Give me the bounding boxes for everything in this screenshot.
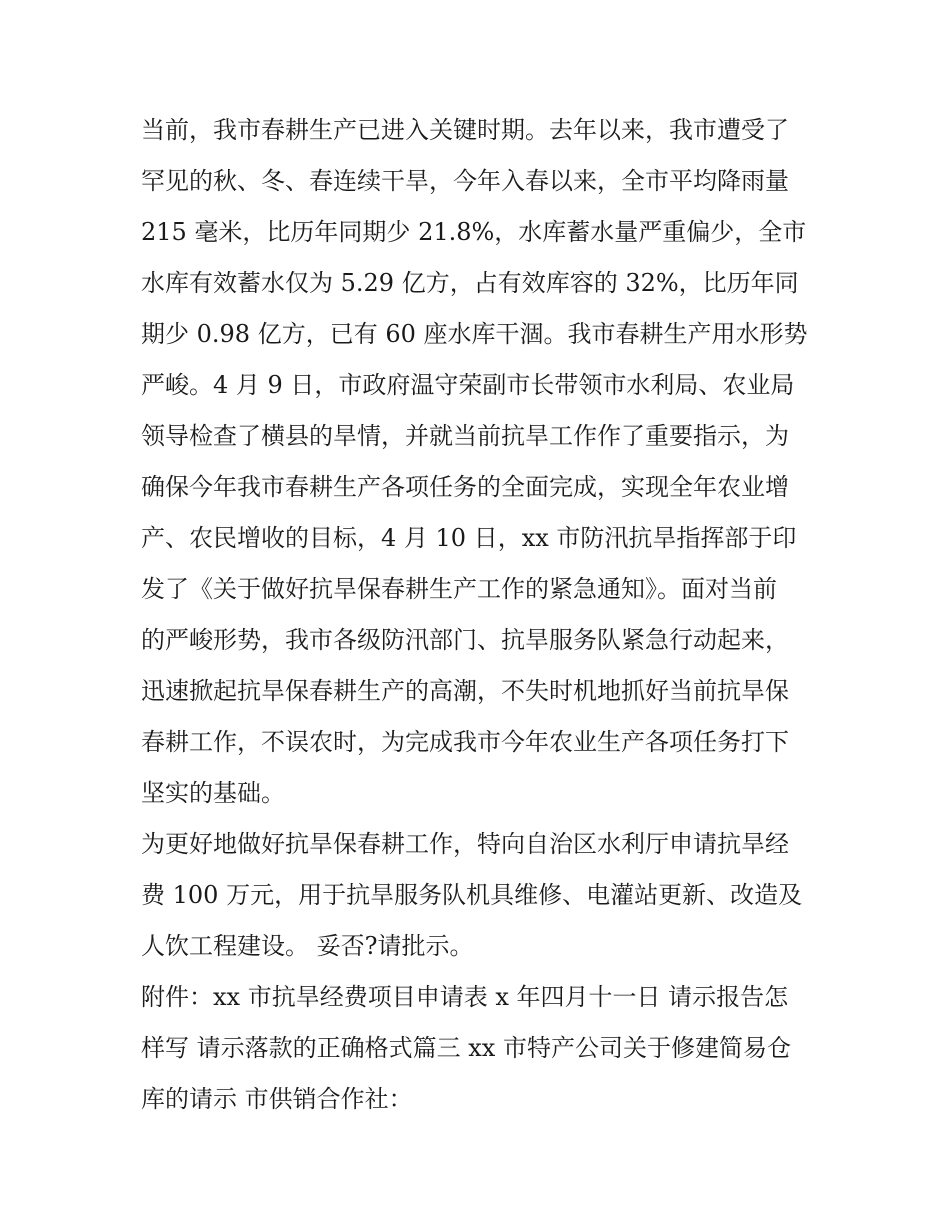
text-line: 215 毫米，比历年同期少 21.8%，水库蓄水量严重偏少，全市 — [141, 218, 807, 246]
document-body — [141, 105, 821, 1125]
text-line: 附件：xx 市抗旱经费项目申请表 x 年四月十一日 请示报告怎 — [141, 983, 789, 1011]
text-line: 领导检查了横县的旱情，并就当前抗旱工作作了重要指示，为 — [141, 422, 789, 450]
text-line: 当前，我市春耕生产已进入关键时期。去年以来，我市遭受了 — [141, 116, 789, 144]
text-line: 罕见的秋、冬、春连续干旱，今年入春以来，全市平均降雨量 — [141, 167, 789, 195]
text-line: 费 100 万元，用于抗旱服务队机具维修、电灌站更新、改造及 — [141, 881, 803, 909]
text-line: 产、农民增收的目标，4 月 10 日，xx 市防汛抗旱指挥部于印 — [141, 524, 797, 552]
text-line: 为更好地做好抗旱保春耕工作，特向自治区水利厅申请抗旱经 — [141, 830, 789, 858]
text-line: 春耕工作，不误农时，为完成我市今年农业生产各项任务打下 — [141, 728, 789, 756]
text-line: 确保今年我市春耕生产各项任务的全面完成，实现全年农业增 — [141, 473, 789, 501]
text-line: 库的请示 市供销合作社： — [141, 1085, 413, 1113]
text-line: 坚实的基础。 — [141, 779, 285, 807]
text-line: 的严峻形势，我市各级防汛部门、抗旱服务队紧急行动起来， — [141, 626, 789, 654]
text-line: 迅速掀起抗旱保春耕生产的高潮，不失时机地抓好当前抗旱保 — [141, 677, 789, 705]
text-line: 严峻。4 月 9 日，市政府温守荣副市长带领市水利局、农业局 — [141, 371, 795, 399]
text-line: 水库有效蓄水仅为 5.29 亿方，占有效库容的 32%，比历年同 — [141, 269, 799, 297]
text-line: 发了《关于做好抗旱保春耕生产工作的紧急通知》。面对当前 — [141, 575, 777, 603]
text-line: 样写 请示落款的正确格式篇三 xx 市特产公司关于修建简易仓 — [141, 1034, 791, 1062]
text-line: 人饮工程建设。 妥否?请批示。 — [141, 932, 474, 960]
text-line: 期少 0.98 亿方，已有 60 座水库干涸。我市春耕生产用水形势 — [141, 320, 808, 348]
